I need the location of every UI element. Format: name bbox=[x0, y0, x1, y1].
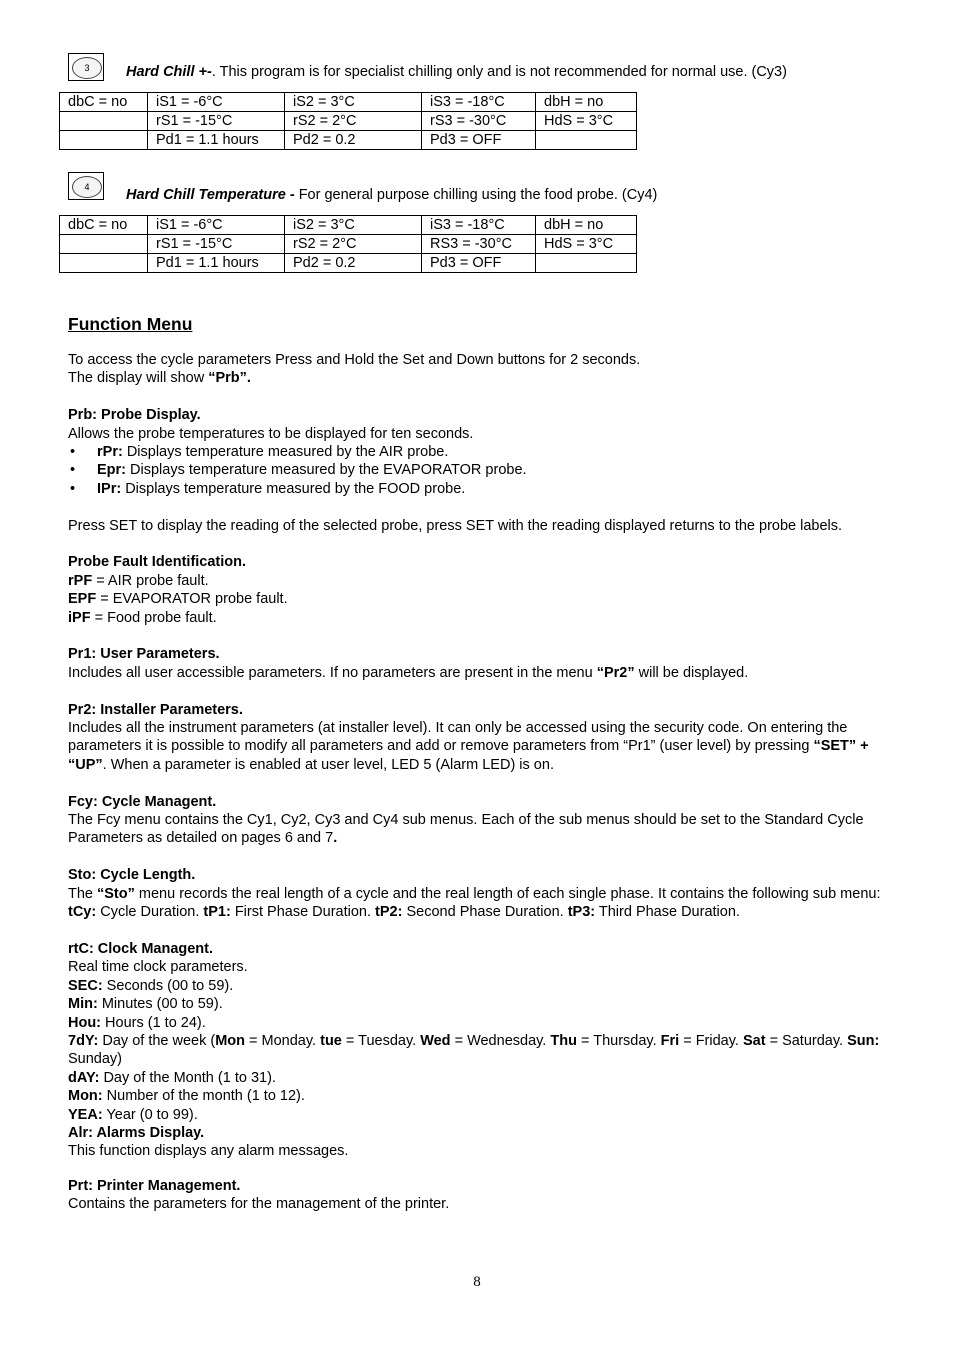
table-row bbox=[60, 254, 637, 273]
program-4-title: Hard Chill Temperature - bbox=[126, 187, 295, 203]
sto-title bbox=[68, 866, 898, 884]
table-cell: iS1 = -6°C bbox=[148, 93, 285, 112]
pr2-text-bold: “SET” + “UP” bbox=[68, 738, 869, 773]
table-cell: iS3 = -18°C bbox=[422, 93, 536, 112]
table-cell: rS2 = 2°C bbox=[285, 112, 422, 131]
fault-item bbox=[68, 572, 898, 590]
rtc-item-key: YEA: bbox=[68, 1106, 103, 1123]
program-3-icon bbox=[68, 53, 104, 81]
table-cell: Pd1 = 1.1 hours bbox=[148, 131, 285, 150]
rtc-item bbox=[68, 1069, 898, 1087]
day-abbr: Sun: bbox=[847, 1032, 880, 1049]
program-3-icon-number: 3 bbox=[72, 57, 102, 79]
rtc-title bbox=[68, 940, 898, 958]
prt-text: Contains the parameters for the management of the printer. bbox=[68, 1196, 450, 1213]
fault-item-key: rPF bbox=[68, 572, 93, 589]
rtc-item bbox=[68, 1087, 898, 1105]
pr2-title-text: Pr2: Installer Parameters. bbox=[68, 701, 243, 718]
rtc-text: Real time clock parameters. bbox=[68, 959, 248, 976]
rtc-item bbox=[68, 1014, 898, 1032]
prb-title bbox=[68, 406, 898, 424]
rtc-item bbox=[68, 995, 898, 1013]
list-item-key: Epr: bbox=[97, 462, 126, 479]
table-row bbox=[60, 112, 637, 131]
day-text: = Friday. bbox=[679, 1032, 743, 1049]
intro-line-1: To access the cycle parameters Press and Hold the Set and Down buttons for 2 seconds. bbox=[68, 352, 641, 368]
table-cell: rS2 = 2°C bbox=[285, 235, 422, 254]
pr1-text-bold: “Pr2” bbox=[596, 664, 635, 681]
fault-item-text: = AIR probe fault. bbox=[92, 572, 209, 589]
table-row bbox=[60, 235, 637, 254]
program-4-parameter-table bbox=[59, 215, 637, 273]
sto-title-text: Sto: Cycle Length. bbox=[68, 867, 196, 884]
fcy-text bbox=[68, 811, 898, 848]
sto-text-bold: “Sto” bbox=[97, 885, 135, 902]
alr-title-text: Alr: Alarms Display. bbox=[68, 1124, 205, 1141]
program-3-description: . This program is for specialist chilling only and is not recommended for normal use. (Cy3) bbox=[211, 64, 787, 80]
alr-title bbox=[68, 1124, 898, 1142]
list-item-text: Displays temperature measured by the FOOD probe. bbox=[121, 480, 466, 497]
table-cell: dbC = no bbox=[60, 93, 148, 112]
table-cell: dbH = no bbox=[536, 216, 637, 235]
rtc-item-text: Seconds (00 to 59). bbox=[102, 977, 234, 994]
program-4-description: For general purpose chilling using the food probe. (Cy4) bbox=[294, 187, 658, 203]
pr2-text-pre: Includes all the instrument parameters (at installer level). It can only be accessed using the security code. On entering the parameters it is possible to modify all parameters and add or remove parameters from “Pr1” (user level) by pressing bbox=[68, 720, 848, 755]
program-3-title: Hard Chill +- bbox=[126, 64, 212, 80]
list-item-key: rPr: bbox=[97, 444, 123, 461]
day-abbr: tue bbox=[320, 1032, 342, 1049]
table-cell bbox=[60, 254, 148, 273]
sto-sub-text: First Phase Duration. bbox=[230, 904, 376, 921]
rtc-item-text: Day of the Month (1 to 31). bbox=[99, 1069, 276, 1086]
table-cell: dbH = no bbox=[536, 93, 637, 112]
table-cell: Pd3 = OFF bbox=[422, 254, 536, 273]
list-item bbox=[68, 480, 898, 498]
rtc-item-text: Hours (1 to 24). bbox=[101, 1014, 206, 1031]
program-4-intro bbox=[126, 187, 657, 203]
table-cell bbox=[60, 235, 148, 254]
list-item-text: Displays temperature measured by the EVAPORATOR probe. bbox=[126, 462, 527, 479]
day-text: Sunday) bbox=[68, 1051, 123, 1068]
table-cell: Pd2 = 0.2 bbox=[285, 254, 422, 273]
rtc-item-text: Minutes (00 to 59). bbox=[97, 996, 223, 1013]
fault-item-text: = EVAPORATOR probe fault. bbox=[96, 591, 288, 608]
page-number: 8 bbox=[473, 1274, 481, 1290]
sto-text-pre: The bbox=[68, 885, 98, 902]
sto-sub-text: Cycle Duration. bbox=[96, 904, 204, 921]
sto-sub-key: tP1: bbox=[203, 904, 231, 921]
pr1-title-text: Pr1: User Parameters. bbox=[68, 646, 220, 663]
table-row bbox=[60, 131, 637, 150]
table-cell bbox=[60, 112, 148, 131]
table-cell: HdS = 3°C bbox=[536, 235, 637, 254]
fault-title-text: Probe Fault Identification. bbox=[68, 554, 247, 571]
day-abbr: Thu bbox=[550, 1032, 577, 1049]
sto-text-post: menu records the real length of a cycle and the real length of each single phase. It contains the following sub menu: bbox=[134, 885, 881, 902]
list-item bbox=[68, 443, 898, 461]
day-abbr: Sat bbox=[742, 1032, 766, 1049]
sto-sub-menu bbox=[68, 903, 898, 921]
sto-sub-key: tCy: bbox=[68, 904, 97, 921]
rtc-day-of-week bbox=[68, 1032, 898, 1069]
table-cell: iS2 = 3°C bbox=[285, 93, 422, 112]
fault-item-key: iPF bbox=[68, 609, 91, 626]
pr2-title bbox=[68, 701, 898, 719]
sto-sub-text: Third Phase Duration. bbox=[595, 904, 740, 921]
table-cell: Pd3 = OFF bbox=[422, 131, 536, 150]
rtc-item-key: Mon: bbox=[68, 1088, 103, 1105]
list-item-text: Displays temperature measured by the AIR probe. bbox=[122, 444, 449, 461]
rtc-item bbox=[68, 1106, 898, 1124]
fault-item-text: = Food probe fault. bbox=[90, 609, 217, 626]
rtc-item-text: Number of the month (1 to 12). bbox=[102, 1088, 305, 1105]
rtc-item-key: 7dY: bbox=[68, 1032, 99, 1049]
prt-title-text: Prt: Printer Management. bbox=[68, 1177, 241, 1194]
fcy-title-text: Fcy: Cycle Managent. bbox=[68, 793, 217, 810]
day-text: = Saturday. bbox=[765, 1032, 848, 1049]
fault-item bbox=[68, 609, 898, 627]
pr1-text-post: will be displayed. bbox=[634, 664, 749, 681]
pr2-text bbox=[68, 719, 898, 774]
function-menu-section bbox=[68, 312, 898, 1214]
pr2-text-post: . When a parameter is enabled at user level, LED 5 (Alarm LED) is on. bbox=[102, 756, 554, 773]
prb-text: Allows the probe temperatures to be displayed for ten seconds. bbox=[68, 425, 474, 442]
table-cell: HdS = 3°C bbox=[536, 112, 637, 131]
day-abbr: Fri bbox=[660, 1032, 680, 1049]
table-row bbox=[60, 93, 637, 112]
fault-item bbox=[68, 590, 898, 608]
function-menu-heading: Function Menu bbox=[68, 314, 193, 334]
program-3-intro bbox=[126, 64, 787, 80]
day-text: = Wednesday. bbox=[450, 1032, 551, 1049]
pr1-text bbox=[68, 664, 898, 682]
sto-text bbox=[68, 885, 898, 903]
table-cell: iS2 = 3°C bbox=[285, 216, 422, 235]
table-row bbox=[60, 216, 637, 235]
list-item-key: IPr: bbox=[97, 480, 122, 497]
table-cell: dbC = no bbox=[60, 216, 148, 235]
day-abbr: Wed bbox=[420, 1032, 451, 1049]
rtc-item-text: Year (0 to 99). bbox=[102, 1106, 198, 1123]
fcy-title bbox=[68, 793, 898, 811]
table-cell: Pd1 = 1.1 hours bbox=[148, 254, 285, 273]
sto-sub-text: Second Phase Duration. bbox=[402, 904, 568, 921]
table-cell: rS1 = -15°C bbox=[148, 235, 285, 254]
table-cell bbox=[536, 131, 637, 150]
day-text: = Monday. bbox=[245, 1032, 321, 1049]
probe-list bbox=[68, 443, 898, 498]
program-4-icon bbox=[68, 172, 104, 200]
day-abbr: Mon bbox=[215, 1032, 246, 1049]
prb-press-text: Press SET to display the reading of the selected probe, press SET with the reading displayed returns to the probe labels. bbox=[68, 517, 843, 534]
rtc-item-key: Hou: bbox=[68, 1014, 102, 1031]
table-cell bbox=[536, 254, 637, 273]
table-cell: rS3 = -30°C bbox=[422, 112, 536, 131]
table-cell: Pd2 = 0.2 bbox=[285, 131, 422, 150]
day-text: = Thursday. bbox=[576, 1032, 661, 1049]
pr1-title bbox=[68, 645, 898, 663]
program-3-parameter-table bbox=[59, 92, 637, 150]
table-cell: rS1 = -15°C bbox=[148, 112, 285, 131]
rtc-item-key: SEC: bbox=[68, 977, 103, 994]
sto-sub-key: tP2: bbox=[375, 904, 403, 921]
fcy-text-body: The Fcy menu contains the Cy1, Cy2, Cy3 and Cy4 sub menus. Each of the sub menus should be set to the Standard Cycle Parameters as detailed on pages 6 and 7 bbox=[68, 812, 864, 847]
rtc-item bbox=[68, 977, 898, 995]
pr1-text-pre: Includes all user accessible parameters. If no parameters are present in the menu bbox=[68, 664, 597, 681]
fcy-text-end: . bbox=[333, 830, 338, 847]
rtc-item-text: Day of the week ( bbox=[98, 1032, 216, 1049]
table-cell: iS3 = -18°C bbox=[422, 216, 536, 235]
fault-title bbox=[68, 553, 898, 571]
table-cell: RS3 = -30°C bbox=[422, 235, 536, 254]
rtc-item-key: dAY: bbox=[68, 1069, 100, 1086]
table-cell bbox=[60, 131, 148, 150]
table-cell: iS1 = -6°C bbox=[148, 216, 285, 235]
fault-item-key: EPF bbox=[68, 591, 97, 608]
prt-title bbox=[68, 1177, 898, 1195]
sto-sub-key: tP3: bbox=[567, 904, 596, 921]
day-text: = Tuesday. bbox=[341, 1032, 421, 1049]
intro-line-2 bbox=[68, 369, 898, 387]
intro-line-2-bold: “Prb”. bbox=[208, 370, 251, 387]
rtc-item-key: Min: bbox=[68, 996, 98, 1013]
prb-title-text: Prb: Probe Display. bbox=[68, 407, 201, 424]
rtc-title-text: rtC: Clock Managent. bbox=[68, 940, 214, 957]
list-item bbox=[68, 461, 898, 479]
intro-line-2-text: The display will show bbox=[68, 370, 209, 387]
program-4-icon-number: 4 bbox=[72, 176, 102, 198]
alr-text: This function displays any alarm messages. bbox=[68, 1143, 349, 1160]
